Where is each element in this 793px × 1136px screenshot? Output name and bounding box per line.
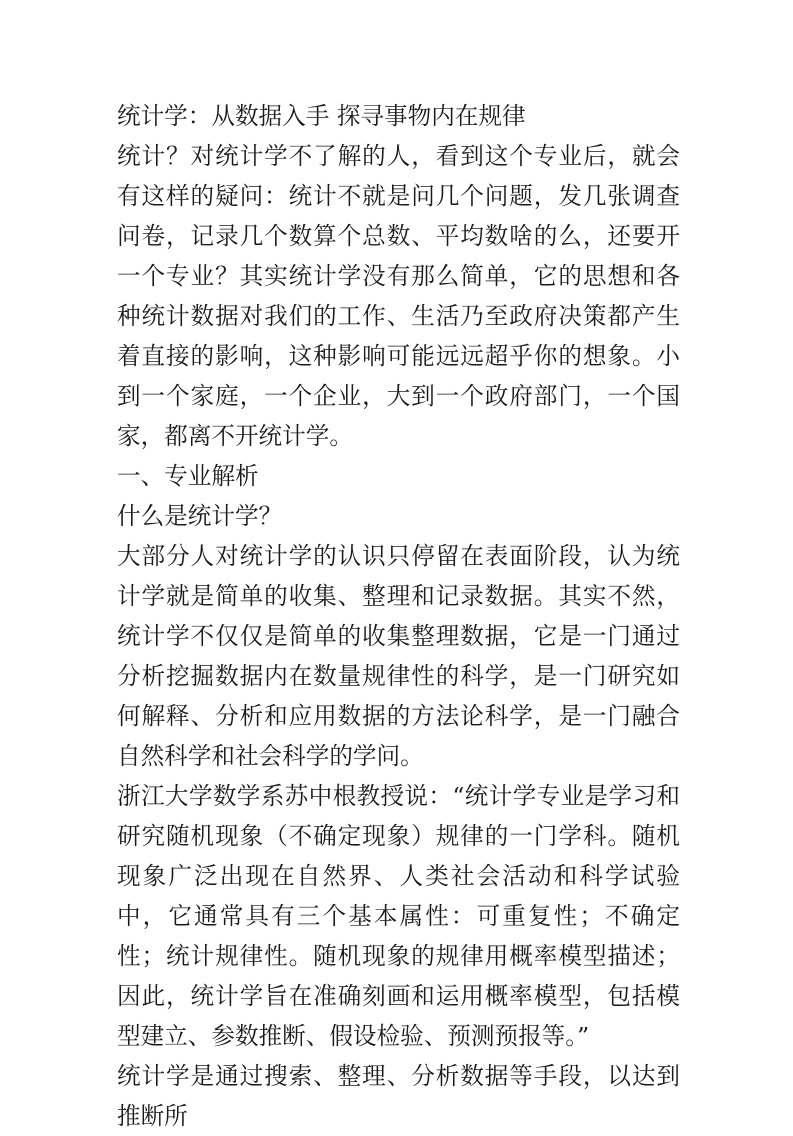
paragraph-professor-quote: 浙江大学数学系苏中根教授说：“统计学专业是学习和研究随机现象（不确定现象）规律的一门学科。随机现象广泛出现在自然界、人类社会活动和科学试验中，它通常具有三个基本属性：可重复性；不确定性；统计规律性。随机现象的规律用概率模型描述；因此，统计学旨在准确刻画和运用概率模型，包括模型建立、参数推断、假设检验、预测预报等。”: [117, 782, 680, 1050]
document-title: 统计学：从数据入手 探寻事物内在规律: [117, 102, 526, 130]
section-heading-major-analysis: 一、专业解析: [117, 462, 259, 490]
paragraph-intro: 统计？对统计学不了解的人，看到这个专业后，就会有这样的疑问：统计不就是问几个问题，发几张调查问卷，记录几个数算个总数、平均数啥的么，还要开一个专业？其实统计学没有那么简单，它的思想和各种统计数据对我们的工作、生活乃至政府决策都产生着直接的影响，这种影响可能远远超乎你的想象。小到一个家庭，一个企业，大到一个政府部门，一个国家，都离不开统计学。: [117, 142, 680, 450]
document-text-body: [117, 96, 680, 1136]
section-heading-what-is-statistics: 什么是统计学？: [117, 502, 283, 530]
paragraph-continued: 统计学是通过搜索、整理、分析数据等手段，以达到推断所: [117, 1062, 680, 1130]
paragraph-definition: 大部分人对统计学的认识只停留在表面阶段，认为统计学就是简单的收集、整理和记录数据。其实不然，统计学不仅仅是简单的收集整理数据，它是一门通过分析挖掘数据内在数量规律性的科学，是一门研究如何解释、分析和应用数据的方法论科学，是一门融合自然科学和社会科学的学问。: [117, 542, 680, 770]
